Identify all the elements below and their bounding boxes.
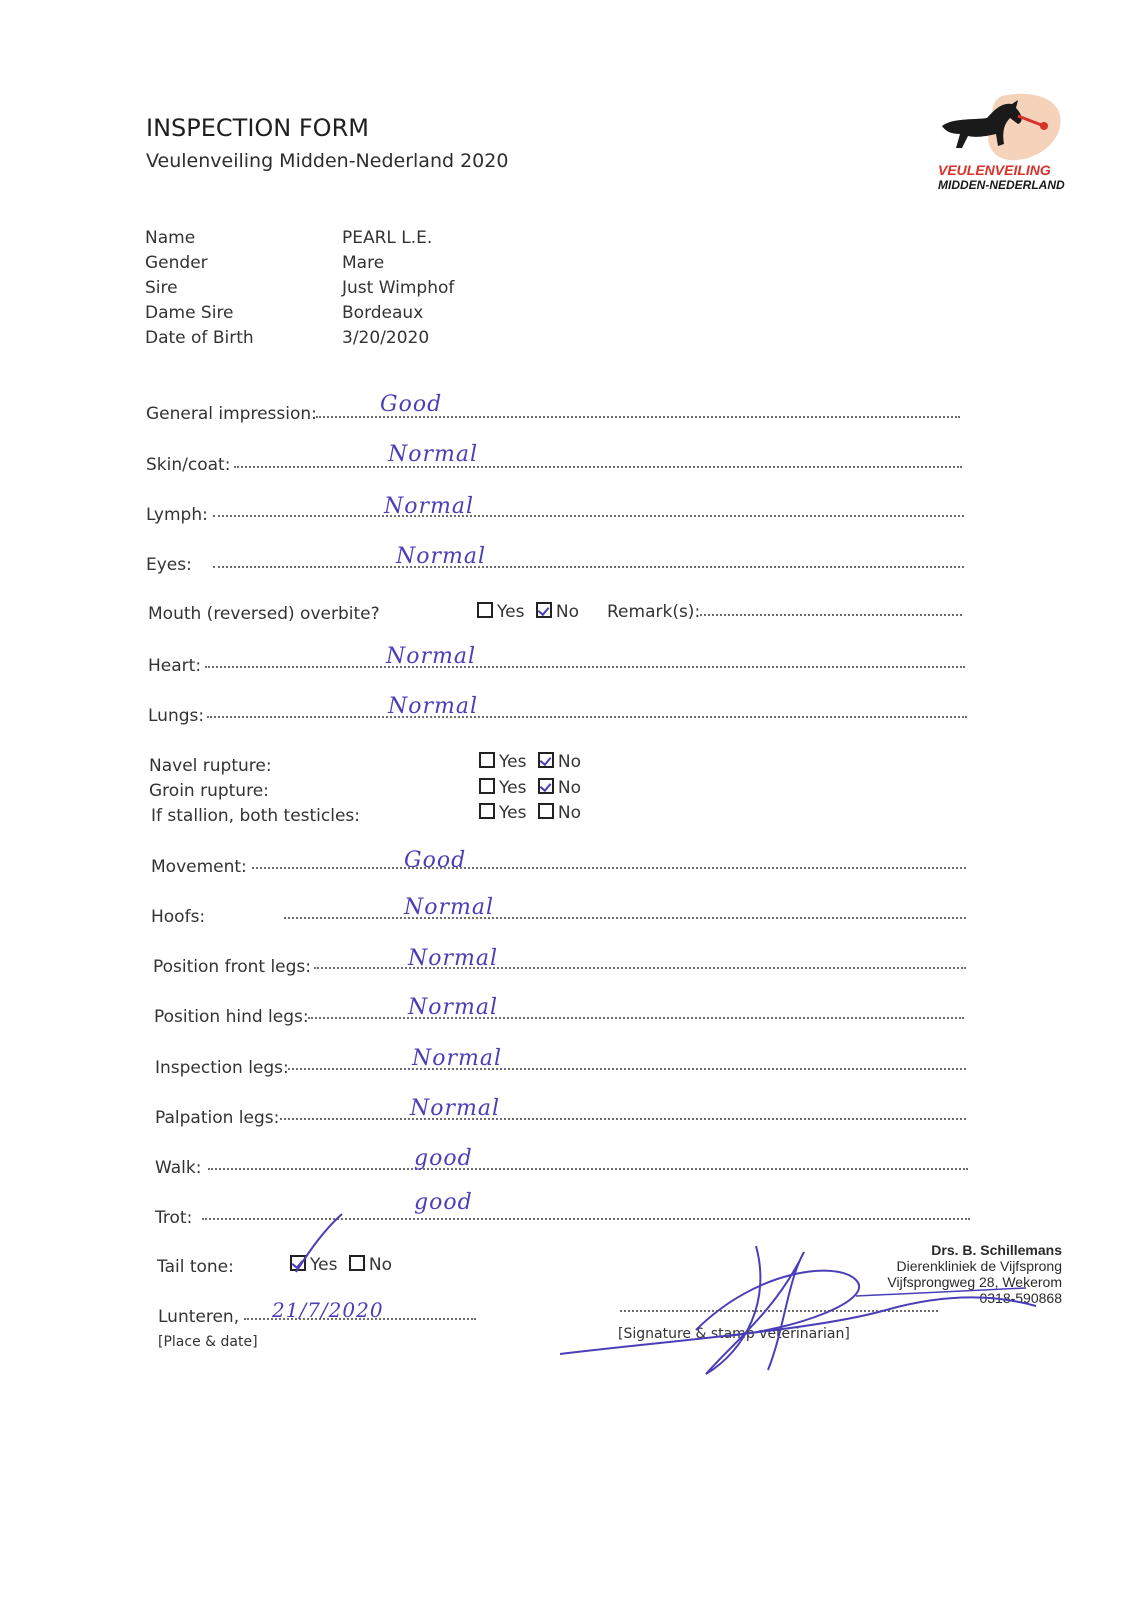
- skin-coat-value: Normal: [388, 442, 479, 467]
- lymph-line[interactable]: [213, 515, 964, 517]
- tail-tone-yes-label: Yes: [310, 1255, 338, 1275]
- stamp-line-1: Drs. B. Schillemans: [931, 1242, 1062, 1258]
- inspection-legs-line[interactable]: [288, 1068, 966, 1070]
- mouth-no-label: No: [555, 602, 579, 622]
- testicles-label: If stallion, both testicles:: [151, 806, 361, 826]
- hoofs-label: Hoofs:: [151, 907, 206, 927]
- place-date-caption: [Place & date]: [158, 1334, 258, 1350]
- mouth-no-checkbox[interactable]: [536, 602, 552, 618]
- tail-tone-no-label: No: [368, 1255, 392, 1275]
- testicles-no-checkbox[interactable]: [538, 803, 554, 819]
- eyes-line[interactable]: [213, 566, 964, 568]
- eyes-label: Eyes:: [146, 555, 192, 575]
- movement-line[interactable]: [252, 867, 966, 869]
- heart-label: Heart:: [148, 656, 202, 676]
- front-legs-value: Normal: [408, 946, 499, 971]
- signature-caption: [Signature & stamp veterinarian]: [618, 1326, 850, 1342]
- palpation-legs-label: Palpation legs:: [155, 1108, 280, 1128]
- hoofs-value: Normal: [404, 895, 495, 920]
- testicles-yes-label: Yes: [499, 803, 527, 823]
- pen-stroke-icon: [290, 1210, 350, 1280]
- general-impression-label: General impression:: [146, 404, 317, 424]
- movement-label: Movement:: [151, 857, 247, 877]
- navel-label: Navel rupture:: [149, 756, 272, 776]
- info-label-dame-sire: Dame Sire: [145, 303, 234, 323]
- navel-yes-label: Yes: [499, 752, 527, 772]
- logo-text-line2: MIDDEN-NEDERLAND: [938, 178, 1065, 192]
- eyes-value: Normal: [396, 544, 487, 569]
- lungs-line[interactable]: [207, 716, 967, 718]
- lymph-label: Lymph:: [146, 505, 208, 525]
- walk-label: Walk:: [155, 1158, 202, 1178]
- mouth-options: [477, 602, 579, 622]
- place-label: Lunteren,: [158, 1307, 240, 1327]
- navel-yes-checkbox[interactable]: [479, 752, 495, 768]
- lungs-value: Normal: [388, 694, 479, 719]
- trot-value: good: [414, 1190, 473, 1215]
- inspection-legs-label: Inspection legs:: [155, 1058, 289, 1078]
- inspection-legs-value: Normal: [412, 1046, 503, 1071]
- testicles-no-label: No: [557, 803, 581, 823]
- palpation-legs-line[interactable]: [280, 1118, 966, 1120]
- info-label-gender: Gender: [145, 253, 208, 273]
- form-title: INSPECTION FORM: [146, 114, 369, 142]
- tail-tone-label: Tail tone:: [157, 1257, 234, 1277]
- navel-no-checkbox[interactable]: [538, 752, 554, 768]
- stamp-line-3: Vijfsprongweg 28, Wekerom: [887, 1274, 1062, 1290]
- stamp-line-2: Dierenkliniek de Vijfsprong: [896, 1258, 1062, 1274]
- trot-label: Trot:: [155, 1208, 193, 1228]
- skin-coat-label: Skin/coat:: [146, 455, 231, 475]
- navel-no-label: No: [557, 752, 581, 772]
- mouth-yes-checkbox[interactable]: [477, 602, 493, 618]
- mouth-label: Mouth (reversed) overbite?: [148, 604, 380, 624]
- hind-legs-line[interactable]: [308, 1017, 964, 1019]
- groin-yes-label: Yes: [499, 778, 527, 798]
- groin-yes-checkbox[interactable]: [479, 778, 495, 794]
- walk-value: good: [414, 1146, 473, 1171]
- skin-coat-line[interactable]: [234, 466, 962, 468]
- mouth-yes-label: Yes: [497, 602, 525, 622]
- groin-options: [479, 778, 581, 798]
- general-impression-value: Good: [380, 392, 443, 417]
- heart-value: Normal: [386, 644, 477, 669]
- stamp-line-4: 0318-590868: [979, 1290, 1062, 1306]
- hind-legs-label: Position hind legs:: [154, 1007, 309, 1027]
- hind-legs-value: Normal: [408, 995, 499, 1020]
- testicles-yes-checkbox[interactable]: [479, 803, 495, 819]
- info-label-dob: Date of Birth: [145, 328, 254, 348]
- testicles-options: [479, 803, 581, 823]
- remarks-line[interactable]: [700, 614, 962, 616]
- info-value-dob: 3/20/2020: [342, 328, 430, 348]
- movement-value: Good: [404, 848, 467, 873]
- lungs-label: Lungs:: [148, 706, 205, 726]
- hoofs-line[interactable]: [284, 917, 966, 919]
- horse-logo-icon: [932, 88, 1072, 168]
- info-label-name: Name: [145, 228, 196, 248]
- tail-tone-no-checkbox[interactable]: [349, 1255, 365, 1271]
- date-value: 21/7/2020: [272, 1298, 384, 1322]
- heart-line[interactable]: [205, 666, 965, 668]
- form-subtitle: Veulenveiling Midden-Nederland 2020: [146, 150, 509, 172]
- info-value-sire: Just Wimphof: [342, 278, 455, 298]
- groin-label: Groin rupture:: [149, 781, 269, 801]
- remarks-label: Remark(s):: [607, 602, 701, 622]
- front-legs-label: Position front legs:: [153, 957, 311, 977]
- logo-text-line1: VEULENVEILING: [938, 162, 1051, 178]
- info-label-sire: Sire: [145, 278, 178, 298]
- palpation-legs-value: Normal: [410, 1096, 501, 1121]
- veulenveiling-logo: [932, 88, 1072, 198]
- groin-no-checkbox[interactable]: [538, 778, 554, 794]
- groin-no-label: No: [557, 778, 581, 798]
- walk-line[interactable]: [208, 1168, 968, 1170]
- signature-scribble-icon: [556, 1240, 1046, 1380]
- info-value-gender: Mare: [342, 253, 385, 273]
- info-value-name: PEARL L.E.: [342, 228, 433, 248]
- lymph-value: Normal: [384, 494, 475, 519]
- info-value-dame-sire: Bordeaux: [342, 303, 424, 323]
- navel-options: [479, 752, 581, 772]
